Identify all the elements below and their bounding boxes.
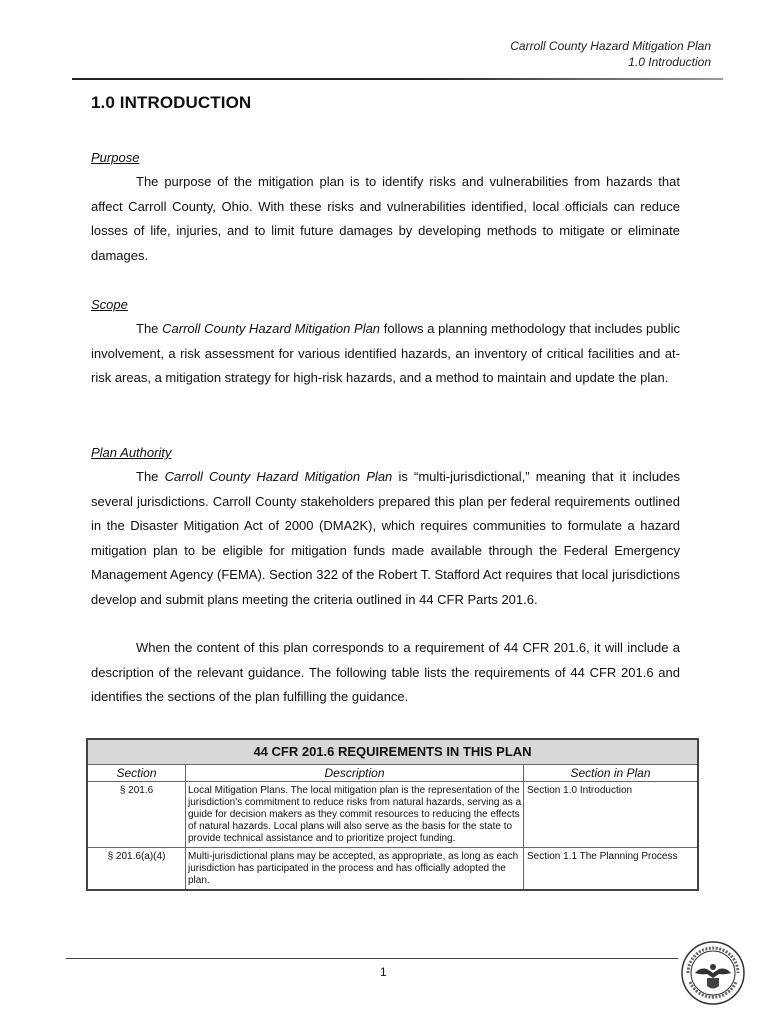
header-rule-fade	[420, 78, 723, 80]
column-header-section-in-plan: Section in Plan	[570, 766, 651, 780]
running-header	[510, 38, 711, 70]
scope-paragraph	[91, 317, 680, 391]
authority-paragraph-1	[91, 465, 680, 612]
footer-rule	[66, 958, 678, 959]
requirements-table	[86, 738, 699, 891]
row-plan-section: Section 1.0 Introduction	[527, 785, 633, 796]
page-number: 1	[380, 965, 387, 979]
row-description: Local Mitigation Plans. The local mitigation plan is the representation of the jurisdiction's commitment to reduce risks from natural hazards, serving as a guide for decision makers as they commit resources to reducing the effects of natural hazards. Local plans will also serve as the basis for the state to provide technical assistance and to prioritize project funding.	[186, 782, 524, 847]
authority-text-end: is “multi-jurisdictional,” meaning that it includes several jurisdictions. Carroll County stakeholders prepared this plan per federal requirements outlined in the Disaster Mitigation Act of 2000 (DMA2K), which requires communities to formulate a hazard mitigation plan to be eligible for mitigation funds made available through the Federal Emergency Management Agency (FEMA). Section 322 of the Robert T. Stafford Act requires that local jurisdictions develop and submit plans meeting the criteria outlined in 44 CFR Parts 201.6.	[91, 469, 681, 607]
table-row	[88, 782, 697, 848]
authority-plan-name: Carroll County Hazard Mitigation Plan	[164, 469, 393, 484]
table-header-row	[88, 765, 697, 782]
table-row	[88, 848, 697, 889]
authority-text-2: When the content of this plan corresponds to a requirement of 44 CFR 201.6, it will include a description of the relevant guidance. The following table lists the requirements of 44 CFR 201.6 and identifies the sections of the plan fulfilling the guidance.	[91, 640, 680, 704]
purpose-text: The purpose of the mitigation plan is to identify risks and vulnerabilities from hazards that affect Carroll County, Ohio. With these risks and vulnerabilities identified, local officials can reduce losses of life, injuries, and to limit future damages by developing methods to mitigate or eliminate damages.	[91, 174, 680, 263]
column-header-description: Description	[186, 765, 524, 781]
scope-plan-name: Carroll County Hazard Mitigation Plan	[162, 321, 381, 336]
scope-text-end: follows a planning methodology that includes public involvement, a risk assessment for various identified hazards, an inventory of critical facilities and at-risk areas, a mitigation strategy for high-risk hazards, and a method to maintain and update the plan.	[91, 321, 680, 385]
scope-heading: Scope	[91, 297, 128, 312]
authority-heading: Plan Authority	[91, 445, 172, 460]
row-section: § 201.6(a)(4)	[88, 848, 186, 889]
agency-seal-icon	[680, 940, 746, 1006]
running-header-section: 1.0 Introduction	[628, 55, 711, 69]
authority-text-start: The	[136, 469, 165, 484]
purpose-heading: Purpose	[91, 150, 140, 165]
running-header-title: Carroll County Hazard Mitigation Plan	[510, 39, 711, 53]
scope-text-start: The	[136, 321, 163, 336]
row-section: § 201.6	[88, 782, 186, 847]
purpose-paragraph	[91, 170, 680, 268]
column-header-section: Section	[88, 765, 186, 781]
row-description: Multi-jurisdictional plans may be accepted, as appropriate, as long as each jurisdiction has participated in the process and has officially adopted the plan.	[186, 848, 524, 889]
table-title: 44 CFR 201.6 REQUIREMENTS IN THIS PLAN	[88, 740, 697, 765]
page-title: 1.0 INTRODUCTION	[91, 93, 252, 112]
authority-paragraph-2	[91, 636, 680, 710]
row-plan-section: Section 1.1 The Planning Process	[527, 851, 678, 862]
